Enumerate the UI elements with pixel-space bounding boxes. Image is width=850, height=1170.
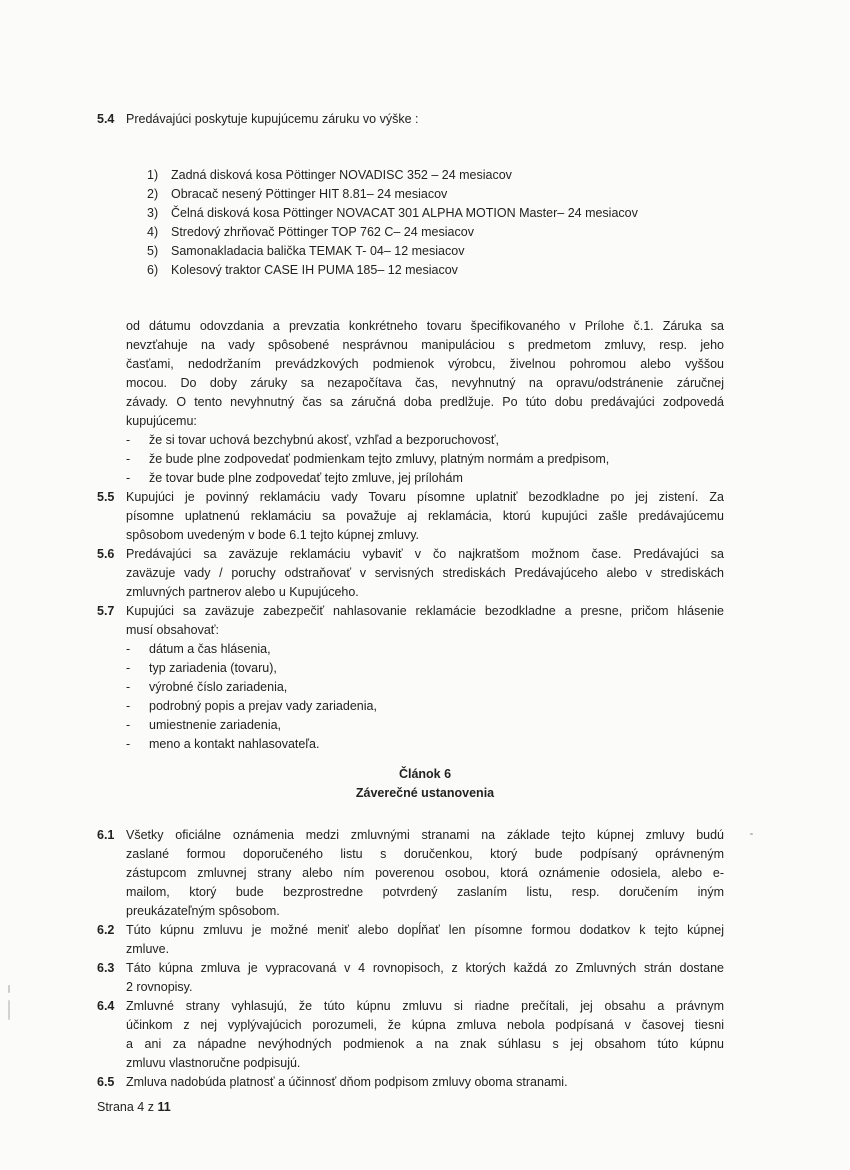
paragraph-line: mocou. Do doby záruky sa nezapočítava čas, nevyhnutný na opravu/odstránenie záručnej (126, 376, 724, 390)
paragraph-line: mailom, ktorý bude bezprostredne potvrdený zaslaním listu, resp. doručením iným (126, 885, 724, 899)
section-number: 6.4 (97, 999, 115, 1013)
paragraph-line: musí obsahovať: (126, 623, 219, 637)
bullet-dash: - (126, 642, 131, 656)
section-number: 6.3 (97, 961, 115, 975)
paragraph-line: Kupujúci sa zaväzuje zabezpečiť nahlasovanie reklamácie bezodkladne a presne, pričom hlásenie (126, 604, 724, 618)
bullet-item: že tovar bude plne zodpovedať tejto zmluve, jej prílohám (149, 471, 463, 485)
list-number: 6) (147, 263, 159, 277)
paragraph-line: kupujúcemu: (126, 414, 197, 428)
list-item: Zadná disková kosa Pöttinger NOVADISC 352 – 24 mesiacov (171, 168, 512, 182)
bullet-dash: - (126, 718, 131, 732)
paragraph-line: Kupujúci je povinný reklamáciu vady Tovaru písomne uplatniť bezodkladne po jej zistení. Za (126, 490, 724, 504)
bullet-item: výrobné číslo zariadenia, (149, 680, 288, 694)
list-number: 5) (147, 244, 159, 258)
bullet-dash: - (126, 737, 131, 751)
bullet-item: že bude plne zodpovedať podmienkam tejto zmluvy, platným normám a predpisom, (149, 452, 610, 466)
section-number: 5.6 (97, 547, 115, 561)
section-number: 6.2 (97, 923, 115, 937)
paragraph-line: zmluve. (126, 942, 170, 956)
list-number: 3) (147, 206, 159, 220)
paragraph-line: Túto kúpnu zmluvu je možné meniť alebo dopĺňať len písomne formou dodatkov k tejto kúpnej (126, 923, 724, 937)
bullet-dash: - (126, 433, 131, 447)
scan-speck (750, 833, 753, 835)
list-item: Samonakladacia balička TEMAK T- 04– 12 mesiacov (171, 244, 465, 258)
paragraph-line: zástupcom zmluvnej strany alebo ním poverenou osobou, ktorá oznámenie odosiela, alebo e- (126, 866, 724, 880)
paragraph-line: písomne uplatnenú reklamáciu sa považuje aj reklamácia, ktorú kupujúci zašle predávajúcemu (126, 509, 724, 523)
paragraph-line: Zmluva nadobúda platnosť a účinnosť dňom podpisom zmluvy oboma stranami. (126, 1075, 568, 1089)
article-subtitle: Záverečné ustanovenia (355, 786, 495, 800)
bullet-dash: - (126, 680, 131, 694)
list-item: Obracač nesený Pöttinger HIT 8.81– 24 mesiacov (171, 187, 448, 201)
section-number: 5.7 (97, 604, 115, 618)
paragraph-line: nevzťahuje na vady spôsobené nesprávnou manipuláciou s predmetom zmluvy, resp. jeho (126, 338, 724, 352)
list-number: 4) (147, 225, 159, 239)
list-item: Kolesový traktor CASE IH PUMA 185– 12 mesiacov (171, 263, 458, 277)
list-number: 2) (147, 187, 159, 201)
section-number: 5.5 (97, 490, 115, 504)
section-number: 5.4 (97, 112, 115, 126)
paragraph-line: Táto kúpna zmluva je vypracovaná v 4 rovnopisoch, z ktorých každá zo Zmluvných strán dostane (126, 961, 724, 975)
page-number-total: 11 (157, 1100, 171, 1114)
section-number: 6.5 (97, 1075, 115, 1089)
bullet-item: typ zariadenia (tovaru), (149, 661, 277, 675)
paragraph-line: závady. O tento nevyhnutný čas sa záručná doba predlžuje. Po túto dobu predávajúci zodpovedá (126, 395, 724, 409)
paragraph-line: spôsobom uvedeným v bode 6.1 tejto kúpnej zmluvy. (126, 528, 419, 542)
bullet-dash: - (126, 452, 131, 466)
paragraph-line: zmluvu vlastnoručne podpisujú. (126, 1056, 301, 1070)
list-item: Čelná disková kosa Pöttinger NOVACAT 301 ALPHA MOTION Master– 24 mesiacov (171, 206, 638, 220)
paragraph-line: zaslané formou doporučeného listu s doručenkou, ktorý bude podpísaný oprávneným (126, 847, 724, 861)
bullet-item: podrobný popis a prejav vady zariadenia, (149, 699, 377, 713)
bullet-item: meno a kontakt nahlasovateľa. (149, 737, 320, 751)
page-footer (97, 1100, 171, 1114)
bullet-item: umiestnenie zariadenia, (149, 718, 282, 732)
list-number: 1) (147, 168, 159, 182)
scan-speck (8, 1000, 10, 1020)
bullet-item: dátum a čas hlásenia, (149, 642, 271, 656)
paragraph-line: od dátumu odovzdania a prevzatia konkrétneho tovaru špecifikovaného v Prílohe č.1. Záruka sa (126, 319, 724, 333)
paragraph-line: 2 rovnopisy. (126, 980, 193, 994)
list-item: Stredový zhrňovač Pöttinger TOP 762 C– 24 mesiacov (171, 225, 474, 239)
bullet-dash: - (126, 699, 131, 713)
paragraph-line: zaväzuje vady / poruchy odstraňovať v servisných strediskách Predávajúceho alebo v strediskách (126, 566, 724, 580)
paragraph-line: preukázateľným spôsobom. (126, 904, 280, 918)
bullet-dash: - (126, 661, 131, 675)
section-intro: Predávajúci poskytuje kupujúcemu záruku vo výške : (126, 112, 419, 126)
paragraph-line: Predávajúci sa zaväzuje reklamáciu vybaviť v čo najkratšom možnom čase. Predávajúci sa (126, 547, 724, 561)
article-title: Článok 6 (398, 767, 452, 781)
section-number: 6.1 (97, 828, 115, 842)
page-number-prefix: Strana 4 z (97, 1100, 154, 1114)
scan-speck (8, 985, 10, 993)
bullet-dash: - (126, 471, 131, 485)
paragraph-line: účinkom z nej vyplývajúcich porozumeli, že kúpna zmluva nebola podpísaná v časovej tiesni (126, 1018, 724, 1032)
paragraph-line: Všetky oficiálne oznámenia medzi zmluvnými stranami na základe tejto kúpnej zmluvy budú (126, 828, 724, 842)
bullet-item: že si tovar uchová bezchybnú akosť, vzhľad a bezporuchovosť, (149, 433, 500, 447)
paragraph-line: Zmluvné strany vyhlasujú, že túto kúpnu zmluvu si riadne prečítali, jej obsahu a právnym (126, 999, 724, 1013)
paragraph-line: časťami, nedodržaním prevádzkových podmienok výrobcu, živelnou pohromou alebo vyššou (126, 357, 724, 371)
paragraph-line: a ani za nápadne nevýhodných podmienok a na znak súhlasu s jej obsahom túto kúpnu (126, 1037, 724, 1051)
paragraph-line: zmluvných partnerov alebo u Kupujúceho. (126, 585, 359, 599)
